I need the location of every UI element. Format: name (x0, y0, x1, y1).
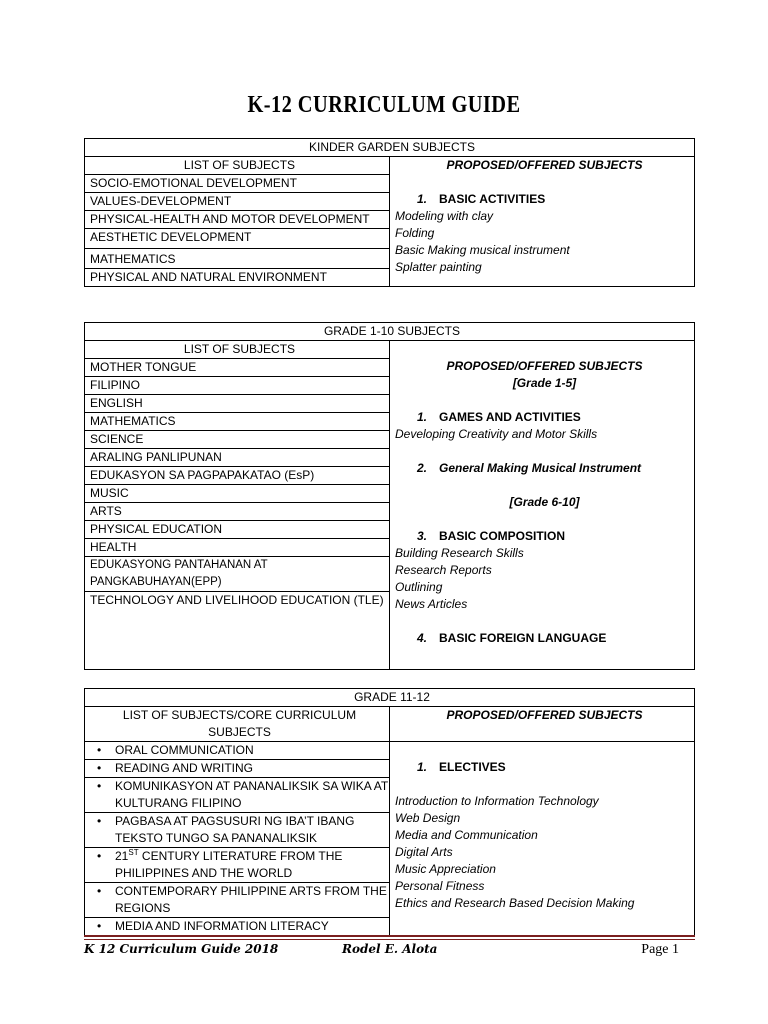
grade1-10-subject: ENGLISH (85, 395, 390, 413)
grade11-12-table (84, 688, 695, 936)
core-subject: • READING AND WRITING (85, 760, 390, 778)
grade1-10-subject: FILIPINO (85, 377, 390, 395)
grade11-12-header: GRADE 11-12 (85, 689, 695, 707)
elective-item: Personal Fitness (395, 879, 485, 893)
page-footer (84, 942, 695, 962)
grade1-10-offered-cell (390, 341, 695, 670)
grade1-10-subject: SCIENCE (85, 431, 390, 449)
grade1-10-header: GRADE 1-10 SUBJECTS (85, 323, 695, 341)
composition-item: News Articles (395, 597, 468, 611)
grade11-12-list-header: LIST OF SUBJECTS/CORE CURRICULUM SUBJECTS (85, 707, 390, 742)
core-subject: • ORAL COMMUNICATION (85, 742, 390, 760)
kinder-subject: MATHEMATICS (85, 249, 390, 269)
core-subject: • KOMUNIKASYON AT PANANALIKSIK SA WIKA AT KULTURANG FILIPINO (85, 778, 390, 813)
kinder-offered-cell (390, 157, 695, 287)
footer-author: Rodel E. Alota (342, 942, 438, 956)
page-title: K-12 CURRICULUM GUIDE (247, 92, 521, 118)
elective-item: Web Design (395, 811, 461, 825)
games-activities-desc: Developing Creativity and Motor Skills (395, 427, 598, 441)
composition-item: Building Research Skills (395, 546, 524, 560)
grade1-10-list-header: LIST OF SUBJECTS (85, 341, 390, 359)
kinder-subject: VALUES-DEVELOPMENT (85, 193, 390, 211)
kinder-offered-header: PROPOSED/OFFERED SUBJECTS (446, 158, 643, 172)
footer-rule (84, 935, 695, 937)
grade1-10-table (84, 322, 695, 670)
grade1-10-subject: HEALTH (85, 539, 390, 557)
core-subject: • CONTEMPORARY PHILIPPINE ARTS FROM THE REGIONS (85, 883, 390, 918)
core-subject: • MEDIA AND INFORMATION LITERACY (85, 918, 390, 936)
grade1-10-subject: ARALING PANLIPUNAN (85, 449, 390, 467)
footer-rule (84, 939, 695, 940)
grade-range-6-10: [Grade 6-10] (509, 495, 580, 509)
elective-item: Media and Communication (395, 828, 538, 842)
grade1-10-subject: MUSIC (85, 485, 390, 503)
grade11-12-offered-cell (390, 742, 695, 936)
footer-guide-title: K 12 Curriculum Guide 2018 (84, 942, 279, 956)
footer-page-number: Page 1 (641, 942, 679, 957)
grade1-10-subject: MATHEMATICS (85, 413, 390, 431)
grade1-10-subject: PHYSICAL EDUCATION (85, 521, 390, 539)
kinder-subject: SOCIO-EMOTIONAL DEVELOPMENT (85, 175, 390, 193)
core-subject: • 21ST CENTURY LITERATURE FROM THE PHILIPPINES AND THE WORLD (85, 848, 390, 883)
core-subject: • PAGBASA AT PAGSUSURI NG IBA’T IBANG TEKSTO TUNGO SA PANANALIKSIK (85, 813, 390, 848)
kinder-subject: PHYSICAL AND NATURAL ENVIRONMENT (85, 269, 390, 287)
kinder-offered-item: Basic Making musical instrument (395, 243, 570, 257)
grade1-10-subject: TECHNOLOGY AND LIVELIHOOD EDUCATION (TLE) (85, 592, 390, 670)
grade1-10-subject: EDUKASYON SA PAGPAPAKATAO (EsP) (85, 467, 390, 485)
elective-item: Music Appreciation (395, 862, 496, 876)
electives-title: 1. ELECTIVES (417, 760, 506, 774)
kinder-offered-item: Folding (395, 226, 435, 240)
grade-range-1-5: [Grade 1-5] (512, 376, 577, 390)
composition-item: Outlining (395, 580, 443, 594)
kinder-table (84, 138, 695, 287)
elective-item: Introduction to Information Technology (395, 794, 599, 808)
grade1-10-subject: ARTS (85, 503, 390, 521)
elective-item: Ethics and Research Based Decision Making (395, 896, 635, 910)
kinder-header: KINDER GARDEN SUBJECTS (85, 139, 695, 157)
grade11-12-offered-header: PROPOSED/OFFERED SUBJECTS (390, 707, 695, 742)
kinder-subject: PHYSICAL-HEALTH AND MOTOR DEVELOPMENT (85, 211, 390, 229)
elective-item: Digital Arts (395, 845, 453, 859)
kinder-offered-item: Splatter painting (395, 260, 482, 274)
games-activities-title: 1. GAMES AND ACTIVITIES (417, 410, 581, 424)
musical-instrument-title: 2. General Making Musical Instrument (417, 461, 642, 475)
kinder-subject: AESTHETIC DEVELOPMENT (85, 229, 390, 249)
kinder-offered-title: 1. BASIC ACTIVITIES (417, 192, 546, 206)
grade1-10-offered-header: PROPOSED/OFFERED SUBJECTS (446, 359, 643, 373)
foreign-language-title: 4. BASIC FOREIGN LANGUAGE (417, 631, 607, 645)
kinder-list-header: LIST OF SUBJECTS (85, 157, 390, 175)
composition-item: Research Reports (395, 563, 492, 577)
grade1-10-subject: MOTHER TONGUE (85, 359, 390, 377)
basic-composition-title: 3. BASIC COMPOSITION (417, 529, 566, 543)
kinder-offered-item: Modeling with clay (395, 209, 494, 223)
grade1-10-subject: EDUKASYONG PANTAHANAN AT PANGKABUHAYAN(EPP) (85, 557, 390, 592)
